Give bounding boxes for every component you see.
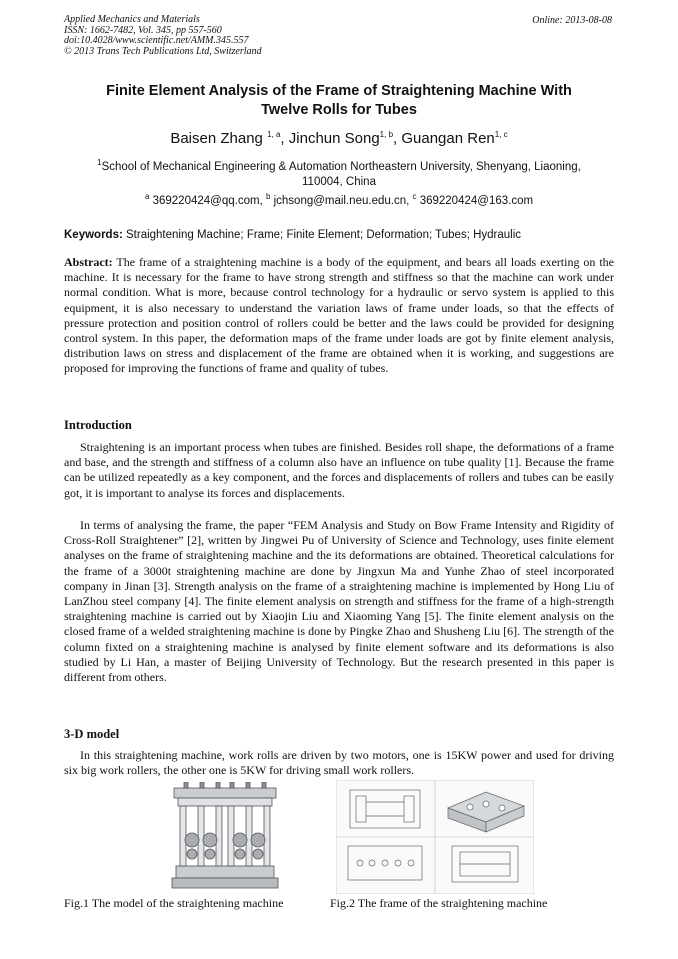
author-sup: 1, a [267, 130, 281, 139]
affiliation-line: School of Mechanical Engineering & Automation Northeastern University, Shenyang, Liaoning, [101, 160, 581, 173]
affiliation [60, 155, 618, 190]
paper-title [60, 82, 618, 120]
email-sup: c [412, 192, 417, 201]
journal-info [64, 15, 262, 57]
abstract [64, 255, 614, 377]
author-sup: 1, c [494, 130, 508, 139]
email-sup: b [265, 192, 271, 201]
author-name: Baisen Zhang [170, 130, 263, 147]
email-address: 369220424@qq.com [152, 194, 260, 207]
author-name: Jinchun Song [288, 130, 380, 147]
abstract-text: The frame of a straightening machine is a body of the equipment, and bears all loads exerting on the machine. It is necessary for the frame to have strong strength and stiffness so that the machine can work under normal condition. What is more, because control technology for a hydraulic or servo system is applied to this equipment, it is also necessary to understand the variation laws of frame under loads, so that the effects of pressure protection and position control of rollers could be better and the laws could be provided for designing control system. In this paper, the deformation maps of the frame under loads are got by finite element analysis, distribution laws on stress and displacement of the frame are obtained when it is working, and suggestions are proposed for improving the functions of frame and quality of tubes. [64, 255, 614, 376]
abstract-label: Abstract: [64, 255, 113, 269]
affiliation-sup: 1 [97, 158, 102, 167]
straightening-machine-frame-figure [336, 780, 534, 894]
straightening-machine-model-figure [170, 782, 280, 892]
intro-paragraph-1: Straightening is an important process when tubes are finished. Besides roll shape, the deformations of a frame and base, and the strength and stiffness of a column also have an influence on tube quality [1]. Because the frame can be utilized repeatedly as a key component, and the forces and displacements of rollers and tubes can be easily got, it is important to analyse its forces and displacements. [64, 440, 614, 500]
email-sup: a [144, 192, 150, 201]
model-paragraph-1: In this straightening machine, work rolls are driven by two motors, one is 15KW power and used for driving six big work rollers, the other one is 5KW for driving small work rollers. [64, 748, 614, 778]
intro-paragraph-2: In terms of analysing the frame, the paper “FEM Analysis and Study on Bow Frame Intensity and Rigidity of Cross-Roll Straightener” [2], written by Jingwei Pu of University of Science and Technology, uses finite element analyses on the frame of straightening machine and the its deformations are obtained. Theoretical calculations for the frame of a 3000t straightening machine are done by Jingxun Ma and Yunhe Zhao of steel incorporated company in Jinan [3]. Strength analysis on the frame of a straightening machine is implemented by Hong Liu of LanZhou steel company [4]. The finite element analysis on strength and stiffness for the frame of a high-strength straightening machine is carried out by Xiaojin Liu and Xiaoming Yang [5]. The finite element analysis on the closed frame of a welded straightening machine is done by Pingke Zhao and Shusheng Liu [6]. The strength of the column fixted on a straightening machine is analysed by finite element software and its deformations is also studied by Li Han, a master of Beijing University of Technology. But the research presented in this paper is different from others. [64, 518, 614, 685]
emails [60, 192, 618, 207]
figure-1-caption: Fig.1 The model of the straightening machine [64, 896, 284, 910]
author-name: Guangan Ren [401, 130, 495, 147]
email-address: jchsong@mail.neu.edu.cn [273, 194, 407, 207]
title-line: Twelve Rolls for Tubes [261, 102, 417, 118]
section-heading-3d-model: 3-D model [64, 727, 120, 741]
keywords-label: Keywords: [64, 229, 123, 241]
author-sep: , [393, 130, 402, 147]
keywords-text: Straightening Machine; Frame; Finite Element; Deformation; Tubes; Hydraulic [126, 229, 522, 241]
journal-line: ISSN: 1662-7482, Vol. 345, pp 557-560 [64, 24, 222, 36]
author-sep: , [280, 130, 289, 147]
author-sup: 1, b [379, 130, 394, 139]
affiliation-line: 110004, China [302, 175, 376, 188]
email-sep: , [259, 194, 266, 207]
online-date: Online: 2013-08-08 [532, 15, 612, 26]
email-sep: , [406, 194, 413, 207]
authors [60, 130, 618, 147]
email-address: 369220424@163.com [419, 194, 534, 207]
title-line: Finite Element Analysis of the Frame of Straightening Machine With [106, 83, 572, 99]
section-heading-introduction: Introduction [64, 418, 132, 432]
journal-line: © 2013 Trans Tech Publications Ltd, Switzerland [64, 45, 262, 57]
journal-line: doi:10.4028/www.scientific.net/AMM.345.557 [64, 35, 249, 46]
keywords [64, 229, 616, 241]
journal-line: Applied Mechanics and Materials [64, 14, 200, 25]
figure-2-caption: Fig.2 The frame of the straightening machine [330, 896, 548, 910]
